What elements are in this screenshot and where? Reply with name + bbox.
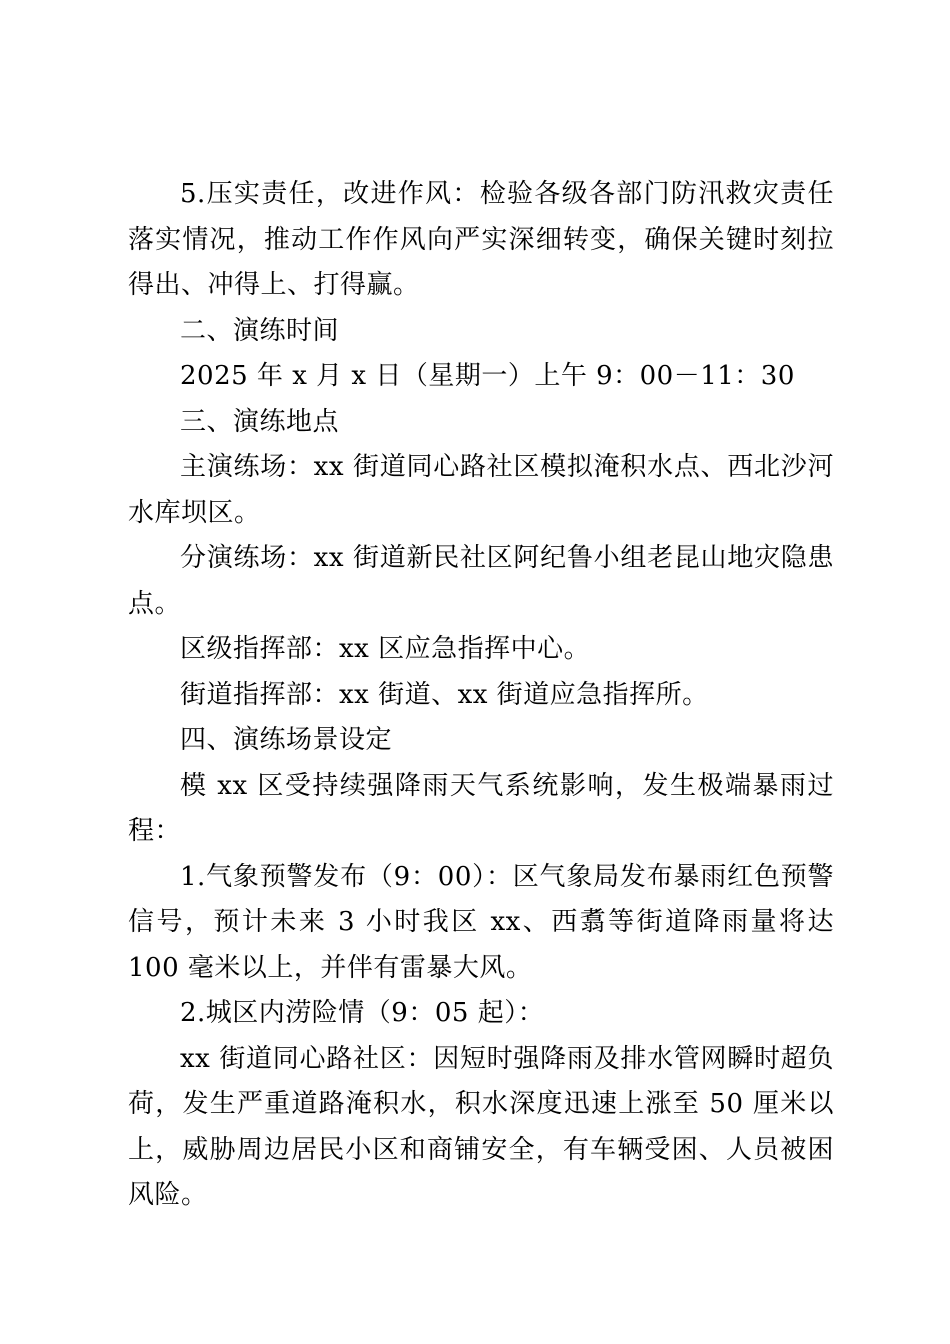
section-heading-location: 三、演练地点: [180, 406, 340, 437]
paragraph-urban-flood-heading: 2.城区内涝险情（9：05 起）：: [180, 998, 545, 1028]
paragraph-responsibility: 5.压实责任，改进作风：检验各级各部门防汛救灾责任落实情况，推动工作作风向严实深细转变，确保关键时刻拉得出、冲得上、打得赢。: [128, 179, 834, 300]
paragraph-sub-site: 分演练场：xx 街道新民社区阿纪鲁小组老昆山地灾隐患点。: [128, 543, 834, 619]
paragraph-urban-flood-detail: xx 街道同心路社区：因短时强降雨及排水管网瞬时超负荷，发生严重道路淹积水，积水深度迅速上涨至 50 厘米以上，威胁周边居民小区和商铺安全，有车辆受困、人员被困风险。: [128, 1043, 834, 1210]
paragraph-time: 2025 年 x 月 x 日（星期一）上午 9：00－11：30: [180, 361, 795, 391]
paragraph-weather-warning: 1.气象预警发布（9：00）：区气象局发布暴雨红色预警信号，预计未来 3 小时我区 xx、西翥等街道降雨量将达 100 毫米以上，并伴有雷暴大风。: [128, 861, 834, 983]
document-page: [128, 172, 834, 1219]
paragraph-street-command: 街道指挥部：xx 街道、xx 街道应急指挥所。: [180, 679, 709, 710]
paragraph-district-command: 区级指挥部：xx 区应急指挥中心。: [180, 634, 591, 664]
section-heading-time: 二、演练时间: [180, 315, 340, 346]
paragraph-main-site: 主演练场：xx 街道同心路社区模拟淹积水点、西北沙河水库坝区。: [128, 452, 834, 528]
paragraph-scenario-intro: 模 xx 区受持续强降雨天气系统影响，发生极端暴雨过程：: [128, 770, 834, 846]
section-heading-scenario: 四、演练场景设定: [180, 725, 393, 755]
